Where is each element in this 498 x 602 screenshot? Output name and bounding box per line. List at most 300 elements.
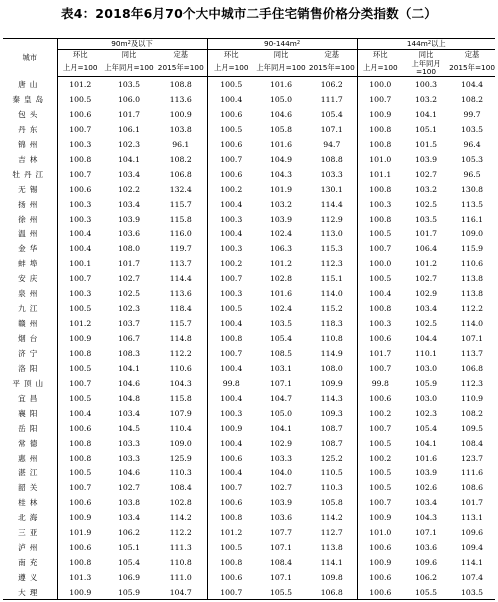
index-cell: 105.9 (415, 378, 438, 388)
index-cell: 105.4 (270, 334, 293, 344)
subheader-yoy: 同比 (121, 50, 137, 59)
index-cell: 100.5 (220, 80, 243, 90)
table-row (3, 152, 495, 167)
index-cell: 100.9 (155, 107, 207, 122)
index-cell: 130.8 (461, 184, 484, 194)
table-row (3, 137, 495, 152)
index-cell: 105.9 (117, 588, 140, 597)
index-cell: 96.4 (463, 139, 481, 149)
index-cell: 100.9 (369, 558, 392, 568)
subheader-base-basis: 2015年=100 (155, 60, 207, 77)
index-cell: 103.5 (117, 80, 140, 90)
index-cell: 104.4 (461, 80, 484, 90)
index-cell: 109.3 (307, 406, 357, 421)
index-cell: 105.0 (270, 408, 293, 418)
index-cell: 107.1 (307, 122, 357, 137)
subheader-mom-basis: 上月=100 (357, 60, 403, 77)
table-row (3, 346, 495, 361)
index-cell: 100.8 (69, 348, 92, 358)
index-cell: 106.9 (117, 573, 140, 583)
index-cell: 101.7 (117, 259, 140, 269)
index-cell: 110.3 (155, 466, 207, 481)
index-cell: 100.4 (220, 95, 243, 105)
city-cell: 常德 (3, 436, 57, 451)
index-cell: 108.7 (307, 436, 357, 451)
index-cell: 100.7 (220, 274, 243, 284)
index-cell: 103.5 (415, 214, 438, 224)
index-cell: 100.6 (69, 423, 92, 433)
index-cell: 114.2 (307, 510, 357, 525)
index-cell: 102.7 (415, 274, 438, 284)
index-cell: 100.8 (369, 214, 392, 224)
index-cell: 103.4 (415, 498, 438, 508)
city-cell: 秦皇岛 (3, 92, 57, 107)
index-cell: 103.1 (270, 363, 293, 373)
index-cell: 112.3 (307, 256, 357, 271)
index-cell: 104.1 (415, 109, 438, 119)
index-cell: 106.0 (117, 95, 140, 105)
index-cell: 101.7 (461, 498, 484, 508)
index-cell: 99.7 (463, 109, 481, 119)
index-cell: 105.0 (270, 95, 293, 105)
index-cell: 105.4 (117, 558, 140, 568)
index-cell: 106.2 (415, 573, 438, 583)
subheader-yoy: 同比 (273, 50, 289, 59)
index-cell: 107.7 (270, 528, 293, 538)
index-cell: 109.8 (307, 570, 357, 585)
index-cell: 114.9 (307, 346, 357, 361)
index-cell: 109.6 (461, 528, 484, 538)
index-cell: 100.6 (369, 334, 392, 344)
subheader-mom: 环比 (72, 50, 88, 59)
index-cell: 114.0 (461, 319, 484, 329)
index-cell: 112.2 (155, 346, 207, 361)
city-cell: 蚌埠 (3, 256, 57, 271)
index-cell: 100.5 (369, 229, 392, 239)
table-row (3, 241, 495, 256)
city-cell: 温州 (3, 227, 57, 242)
table-row (3, 227, 495, 242)
index-cell: 100.7 (220, 483, 243, 493)
index-cell: 119.7 (155, 241, 207, 256)
index-cell: 101.9 (270, 184, 293, 194)
index-cell: 101.2 (220, 528, 243, 538)
index-cell: 103.3 (117, 438, 140, 448)
index-cell: 104.0 (270, 468, 293, 478)
index-cell: 103.4 (117, 513, 140, 523)
table-row (3, 391, 495, 406)
index-cell: 112.3 (461, 378, 484, 388)
index-cell: 104.5 (117, 423, 140, 433)
index-cell: 107.1 (270, 378, 293, 388)
index-cell: 101.6 (270, 80, 293, 90)
index-cell: 100.5 (69, 468, 92, 478)
index-cell: 100.8 (369, 184, 392, 194)
city-cell: 南充 (3, 555, 57, 570)
index-cell: 100.6 (220, 169, 243, 179)
index-cell: 115.2 (307, 301, 357, 316)
index-cell: 100.9 (69, 513, 92, 523)
index-cell: 100.7 (220, 154, 243, 164)
index-cell: 100.4 (220, 363, 243, 373)
index-cell: 100.5 (220, 124, 243, 134)
index-cell: 102.5 (415, 319, 438, 329)
index-cell: 113.5 (461, 199, 484, 209)
index-cell: 104.7 (155, 585, 207, 600)
group-header-large: $144m^2$以上 (357, 39, 495, 50)
index-cell: 112.2 (461, 304, 484, 314)
index-cell: 112.7 (307, 525, 357, 540)
index-cell: 100.4 (369, 289, 392, 299)
index-cell: 96.1 (155, 137, 207, 152)
index-cell: 112.9 (307, 212, 357, 227)
index-cell: 102.4 (270, 229, 293, 239)
index-cell: 100.4 (69, 408, 92, 418)
city-cell: 烟台 (3, 331, 57, 346)
city-header: 城市 (3, 39, 57, 77)
table-row (3, 376, 495, 391)
index-cell: 101.1 (369, 169, 392, 179)
index-cell: 103.5 (270, 319, 293, 329)
index-cell: 113.7 (155, 256, 207, 271)
index-cell: 109.9 (307, 376, 357, 391)
index-cell: 100.5 (69, 363, 92, 373)
index-cell: 100.7 (220, 348, 243, 358)
index-cell: 101.7 (415, 229, 438, 239)
index-cell: 100.7 (369, 95, 392, 105)
index-cell: 103.6 (415, 543, 438, 553)
index-cell: 101.5 (415, 139, 438, 149)
index-cell: 111.7 (307, 92, 357, 107)
index-cell: 108.5 (270, 348, 293, 358)
city-cell: 徐州 (3, 212, 57, 227)
index-cell: 100.3 (415, 80, 438, 90)
index-cell: 101.6 (270, 289, 293, 299)
index-cell: 108.4 (461, 438, 484, 448)
index-cell: 104.1 (117, 363, 140, 373)
index-cell: 103.4 (117, 408, 140, 418)
index-cell: 100.2 (369, 453, 392, 463)
index-cell: 103.9 (270, 498, 293, 508)
group-header-medium: $90-144m^2$ (207, 39, 357, 50)
index-cell: 113.8 (461, 289, 484, 299)
index-cell: 110.6 (155, 361, 207, 376)
subheader-mom: 环比 (373, 50, 388, 59)
index-cell: 106.8 (307, 585, 357, 600)
index-cell: 102.6 (415, 483, 438, 493)
index-cell: 102.7 (117, 483, 140, 493)
index-cell: 101.0 (369, 154, 392, 164)
subheader-base-basis: 2015年=100 (449, 60, 495, 77)
index-cell: 102.5 (117, 289, 140, 299)
table-row (3, 510, 495, 525)
city-cell: 九江 (3, 301, 57, 316)
table-row (3, 480, 495, 495)
index-cell: 100.8 (369, 139, 392, 149)
index-cell: 115.7 (155, 197, 207, 212)
index-cell: 100.7 (369, 423, 392, 433)
city-cell: 扬州 (3, 197, 57, 212)
index-cell: 109.0 (155, 436, 207, 451)
index-cell: 107.1 (270, 543, 293, 553)
index-cell: 115.8 (155, 212, 207, 227)
city-cell: 平顶山 (3, 376, 57, 391)
index-cell: 100.4 (69, 229, 92, 239)
index-cell: 100.8 (220, 558, 243, 568)
index-cell: 100.0 (369, 80, 392, 90)
index-cell: 100.2 (369, 408, 392, 418)
index-cell: 102.3 (415, 408, 438, 418)
index-cell: 101.3 (69, 573, 92, 583)
city-cell: 唐山 (3, 77, 57, 93)
index-cell: 108.2 (461, 408, 484, 418)
city-cell: 泸州 (3, 540, 57, 555)
index-cell: 100.9 (69, 588, 92, 597)
table-title: 表4：2018年6月70个大中城市二手住宅销售价格分类指数（二） (61, 6, 437, 21)
index-cell: 114.2 (155, 510, 207, 525)
index-cell: 100.7 (369, 244, 392, 254)
subheader-base-basis: 2015年=100 (307, 60, 357, 77)
table-row (3, 167, 495, 182)
index-cell: 106.7 (117, 334, 140, 344)
table-body (3, 77, 495, 601)
index-cell: 109.5 (461, 423, 484, 433)
index-cell: 100.6 (69, 498, 92, 508)
index-cell: 109.6 (415, 558, 438, 568)
index-cell: 114.1 (307, 555, 357, 570)
index-cell: 100.2 (220, 259, 243, 269)
index-cell: 100.9 (69, 334, 92, 344)
subheader-base: 定基 (155, 50, 207, 61)
table-row (3, 107, 495, 122)
index-cell: 110.3 (307, 480, 357, 495)
index-cell: 102.8 (270, 274, 293, 284)
table-row (3, 92, 495, 107)
index-cell: 125.2 (307, 451, 357, 466)
index-cell: 100.6 (220, 573, 243, 583)
index-cell: 103.7 (117, 319, 140, 329)
subheader-yoy: 同比 (418, 50, 434, 59)
index-cell: 115.3 (307, 241, 357, 256)
index-cell: 100.5 (369, 274, 392, 284)
index-cell: 100.5 (69, 95, 92, 105)
index-cell: 109.4 (461, 543, 484, 553)
index-cell: 100.3 (220, 244, 243, 254)
index-cell: 103.5 (461, 588, 484, 597)
index-cell: 100.7 (369, 498, 392, 508)
index-cell: 101.9 (69, 528, 92, 538)
index-cell: 111.6 (461, 468, 484, 478)
index-cell: 102.8 (155, 495, 207, 510)
index-cell: 107.1 (415, 528, 438, 538)
index-cell: 112.2 (155, 525, 207, 540)
table-row (3, 331, 495, 346)
index-cell: 100.3 (369, 319, 392, 329)
index-cell: 100.8 (69, 558, 92, 568)
table-row (3, 436, 495, 451)
index-cell: 101.7 (369, 348, 392, 358)
index-cell: 100.7 (69, 483, 92, 493)
index-cell: 123.7 (461, 453, 484, 463)
index-cell: 100.8 (220, 334, 243, 344)
index-cell: 103.9 (415, 154, 438, 164)
index-cell: 108.8 (307, 152, 357, 167)
index-cell: 105.4 (307, 107, 357, 122)
index-cell: 106.2 (307, 77, 357, 93)
subheader-mom-basis: 上月=100 (207, 60, 255, 77)
index-cell: 110.5 (307, 466, 357, 481)
index-cell: 100.7 (69, 378, 92, 388)
index-cell: 108.0 (117, 244, 140, 254)
city-cell: 湛江 (3, 466, 57, 481)
index-cell: 108.4 (270, 558, 293, 568)
index-cell: 105.4 (415, 423, 438, 433)
index-cell: 116.0 (155, 227, 207, 242)
index-cell: 100.7 (69, 274, 92, 284)
index-cell: 100.3 (220, 214, 243, 224)
subheader-mom: 环比 (223, 50, 239, 59)
index-cell: 103.5 (461, 124, 484, 134)
index-cell: 105.1 (117, 543, 140, 553)
table-row (3, 570, 495, 585)
index-cell: 100.5 (369, 483, 392, 493)
table-row (3, 495, 495, 510)
table-row (3, 540, 495, 555)
index-cell: 100.6 (369, 588, 392, 597)
index-cell: 113.6 (155, 286, 207, 301)
index-cell: 104.1 (415, 438, 438, 448)
index-cell: 100.4 (220, 199, 243, 209)
city-cell: 洛阳 (3, 361, 57, 376)
index-cell: 103.3 (117, 453, 140, 463)
index-cell: 125.9 (155, 451, 207, 466)
index-cell: 104.3 (415, 513, 438, 523)
index-cell: 105.8 (270, 124, 293, 134)
index-cell: 132.4 (155, 182, 207, 197)
index-cell: 99.8 (371, 378, 389, 388)
index-cell: 111.0 (155, 570, 207, 585)
index-cell: 103.9 (270, 214, 293, 224)
table-row (3, 361, 495, 376)
index-cell: 100.8 (69, 453, 92, 463)
index-cell: 102.9 (415, 289, 438, 299)
index-cell: 103.3 (270, 453, 293, 463)
index-cell: 100.6 (369, 573, 392, 583)
index-cell: 100.6 (220, 139, 243, 149)
index-cell: 108.8 (155, 77, 207, 93)
index-cell: 103.8 (117, 498, 140, 508)
index-cell: 103.6 (270, 513, 293, 523)
index-cell: 106.4 (415, 244, 438, 254)
index-cell: 102.9 (270, 438, 293, 448)
index-cell: 101.6 (415, 453, 438, 463)
index-cell: 100.6 (69, 184, 92, 194)
index-cell: 100.4 (220, 438, 243, 448)
index-cell: 100.8 (69, 154, 92, 164)
index-cell: 105.5 (415, 588, 438, 597)
index-cell: 104.4 (415, 334, 438, 344)
index-cell: 100.5 (369, 438, 392, 448)
index-cell: 99.8 (222, 378, 240, 388)
index-cell: 130.1 (307, 182, 357, 197)
city-cell: 无锡 (3, 182, 57, 197)
index-cell: 100.8 (69, 438, 92, 448)
index-cell: 100.3 (69, 214, 92, 224)
index-cell: 110.8 (307, 331, 357, 346)
index-cell: 103.6 (117, 229, 140, 239)
index-cell: 118.3 (307, 316, 357, 331)
index-cell: 104.6 (270, 109, 293, 119)
city-cell: 大理 (3, 585, 57, 600)
index-cell: 100.6 (220, 109, 243, 119)
city-cell: 惠州 (3, 451, 57, 466)
table-row (3, 286, 495, 301)
index-cell: 108.7 (307, 421, 357, 436)
index-cell: 105.3 (461, 154, 484, 164)
city-cell: 牡丹江 (3, 167, 57, 182)
index-cell: 115.9 (461, 244, 484, 254)
index-cell: 100.7 (69, 169, 92, 179)
index-cell: 114.4 (155, 271, 207, 286)
city-cell: 北海 (3, 510, 57, 525)
index-cell: 104.8 (117, 393, 140, 403)
index-cell: 103.2 (270, 199, 293, 209)
index-cell: 108.4 (155, 480, 207, 495)
index-cell: 100.8 (369, 124, 392, 134)
table-row (3, 182, 495, 197)
index-cell: 103.4 (117, 169, 140, 179)
index-cell: 101.2 (69, 319, 92, 329)
index-cell: 113.1 (461, 513, 484, 523)
city-cell: 遵义 (3, 570, 57, 585)
index-cell: 107.1 (270, 573, 293, 583)
index-cell: 100.3 (69, 289, 92, 299)
index-cell: 100.4 (220, 229, 243, 239)
table-row (3, 77, 495, 93)
index-cell: 103.2 (415, 184, 438, 194)
index-cell: 105.5 (270, 588, 293, 597)
index-cell: 103.0 (415, 363, 438, 373)
index-cell: 102.4 (270, 304, 293, 314)
index-cell: 100.7 (369, 363, 392, 373)
city-cell: 金华 (3, 241, 57, 256)
index-cell: 100.0 (369, 259, 392, 269)
index-cell: 115.1 (307, 271, 357, 286)
index-cell: 100.2 (220, 184, 243, 194)
index-cell: 100.4 (220, 468, 243, 478)
index-cell: 108.6 (461, 483, 484, 493)
city-cell: 安庆 (3, 271, 57, 286)
table-row (3, 406, 495, 421)
index-cell: 100.7 (69, 124, 92, 134)
index-cell: 100.5 (220, 543, 243, 553)
subheader-yoy-basis: 上年同月=100 (103, 60, 155, 77)
index-cell: 114.0 (307, 286, 357, 301)
index-cell: 113.8 (461, 274, 484, 284)
index-cell: 106.3 (270, 244, 293, 254)
index-cell: 104.3 (155, 376, 207, 391)
index-cell: 101.2 (415, 259, 438, 269)
index-cell: 103.3 (307, 167, 357, 182)
city-cell: 桂林 (3, 495, 57, 510)
index-cell: 104.1 (117, 154, 140, 164)
index-cell: 108.0 (307, 361, 357, 376)
index-cell: 100.7 (220, 588, 243, 597)
index-cell: 102.3 (117, 304, 140, 314)
index-cell: 100.8 (369, 304, 392, 314)
index-cell: 96.5 (463, 169, 481, 179)
subheader-mom-basis: 上月=100 (57, 60, 103, 77)
